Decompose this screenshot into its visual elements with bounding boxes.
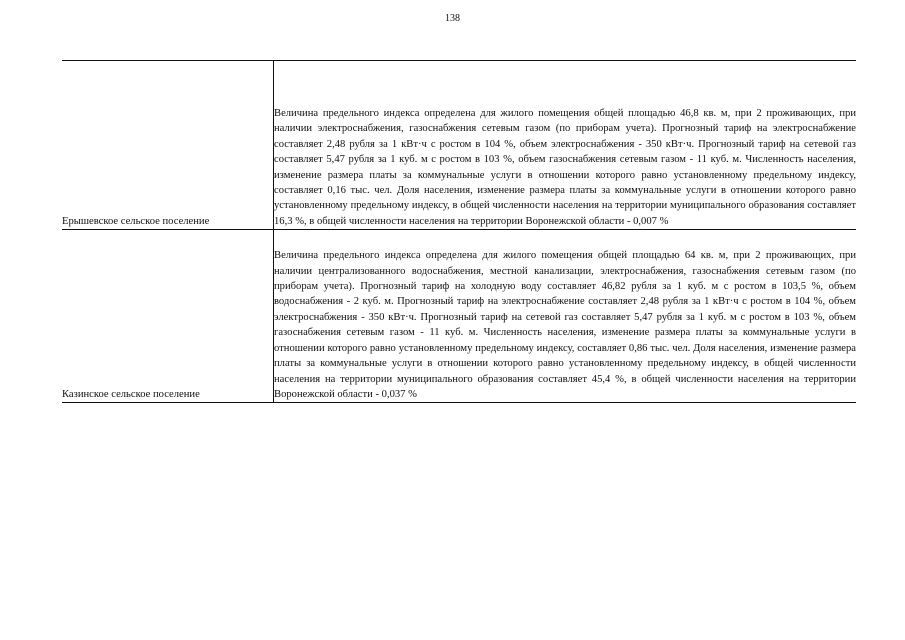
table-row: [62, 61, 856, 230]
settlement-name-cell: [62, 230, 274, 403]
settlement-name-cell: [62, 61, 274, 230]
index-description-cell: [274, 230, 857, 403]
settlement-name: Казинское сельское поселение: [62, 388, 200, 400]
page-number: 138: [445, 13, 460, 24]
settlement-index-table: [62, 60, 856, 403]
index-description-cell: [274, 61, 857, 230]
index-description: Величина предельного индекса определена для жилого помещения общей площадью 46,8 кв. м, при 2 проживающих, при наличии электроснабжения, газоснабжения сетевым газом (по приборам учета). Прогнозный тариф на электроснабжение составляет 2,48 рубля за 1 кВт·ч с ростом в 104 %, объем электроснабжения - 350 кВт·ч. Прогнозный тариф на сетевой газ составляет 5,47 рубля за 1 куб. м с ростом в 103 %, объем газоснабжения сетевым газом - 11 куб. м. Численность населения, изменение размера платы за коммунальные услуги в отношении которого равно установленному предельному индексу, составляет 0,16 тыс. чел. Доля населения, изменение размера платы за коммунальные услуги в отношении которого равно установленному предельному индексу, в общей численности населения на территории муниципального образования составляет 16,3 %, в общей численности населения на территории Воронежской области - 0,007 %: [274, 108, 856, 227]
index-description: Величина предельного индекса определена для жилого помещения общей площадью 64 кв. м, при 2 проживающих, при наличии централизованного водоснабжения, местной канализации, электроснабжения, газоснабжения сетевым газом (по приборам учета). Прогнозный тариф на холодную воду составляет 46,82 рубля за 1 куб. м с ростом в 103,5 %, объем водоснабжения - 2 куб. м. Прогнозный тариф на электроснабжение составляет 2,48 рубля за 1 кВт·ч с ростом в 104 %, объем электроснабжения - 350 кВт·ч. Прогнозный тариф на сетевой газ составляет 5,47 рубля за 1 куб. м с ростом в 103 %, объем газоснабжения сетевым газом - 11 куб. м. Численность населения, изменение размера платы за коммунальные услуги в отношении которого равно установленному предельному индексу, составляет 0,86 тыс. чел. Доля населения, изменение размера платы за коммунальные услуги в отношении которого равно установленному предельному индексу, в общей численности населения на территории муниципального образования составляет 45,4 %, в общей численности населения на территории Воронежской области - 0,037 %: [274, 250, 856, 400]
table-row: [62, 230, 856, 403]
settlement-name: Ерышевское сельское поселение: [62, 215, 210, 227]
